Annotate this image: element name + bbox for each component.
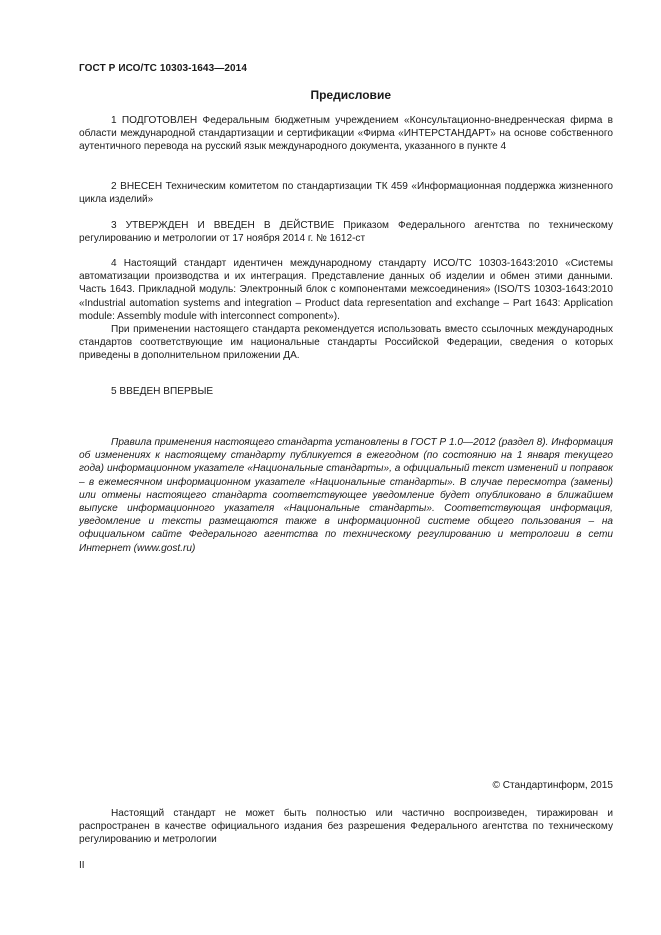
standard-code-header: ГОСТ Р ИСО/ТС 10303-1643—2014 (79, 63, 247, 74)
item-5 (79, 385, 613, 398)
item-5-text: 5 ВВЕДЕН ВПЕРВЫЕ (111, 386, 214, 397)
item-1 (79, 114, 613, 154)
page-number: II (79, 860, 85, 871)
application-notice (79, 436, 613, 555)
application-notice-text: Правила применения настоящего стандарта установлены в ГОСТ Р 1.0—2012 (раздел 8). Информация об изменениях к настоящему стандарту публикуется в ежегодном (по состоянию на 1 января текущего года) информационном указателе «Национальные стандарты», а официальный текст изменений и поправок – в ежемесячном информационном указателе «Национальные стандарты». В случае пересмотра (замены) или отмены настоящего стандарта соответствующее уведомление будет опубликовано в ближайшем выпуске информационного указателя «Национальные стандарты». Соответствующая информация, уведомление и тексты размещаются также в информационной системе общего пользования – на официальном сайте Федерального агентства по техническому регулированию и метрологии в сети Интернет (www.gost.ru) (79, 437, 613, 554)
foreword-title: Предисловие (310, 88, 391, 102)
item-2-text: 2 ВНЕСЕН Техническим комитетом по стандартизации ТК 459 «Информационная поддержка жизненного цикла изделий» (79, 181, 613, 206)
reproduction-notice (79, 807, 613, 847)
foreword-title-row (79, 88, 613, 102)
item-2 (79, 180, 613, 206)
item-3-text: 3 УТВЕРЖДЕН И ВВЕДЕН В ДЕЙСТВИЕ Приказом Федерального агентства по техническому регулированию и метрологии от 17 ноября 2014 г. № 1612-ст (79, 220, 613, 245)
item-4-note: При применении настоящего стандарта рекомендуется использовать вместо ссылочных международных стандартов соответствующие им национальные стандарты Российской Федерации, сведения о которых приведены в дополнительном приложении ДА. (79, 324, 613, 362)
copyright: © Стандартинформ, 2015 (492, 780, 613, 791)
item-1-text: 1 ПОДГОТОВЛЕН Федеральным бюджетным учреждением «Консультационно-внедренческая фирма в области международной стандартизации и сертификации «Фирма «ИНТЕРСТАНДАРТ» на основе собственного аутентичного перевода на русский язык международного документа, указанного в пункте 4 (79, 115, 613, 153)
item-4 (79, 257, 613, 363)
reproduction-notice-text: Настоящий стандарт не может быть полностью или частично воспроизведен, тиражирован и распространен в качестве официального издания без разрешения Федерального агентства по техническому регулированию и метрологии (79, 808, 613, 846)
item-3 (79, 219, 613, 245)
item-4-text: 4 Настоящий стандарт идентичен международному стандарту ИСО/ТС 10303-1643:2010 «Системы автоматизации производства и их интеграция. Представление данных об изделии и обмен этими данными. Часть 1643. Прикладной модуль: Электронный блок с компонентами межсоединения» (ISO/TS 10303-1643:2010 «Industrial automation systems and integration – Product data representation and exchange – Part 1643: Application module: Assembly module with interconnect component»). (79, 258, 613, 322)
